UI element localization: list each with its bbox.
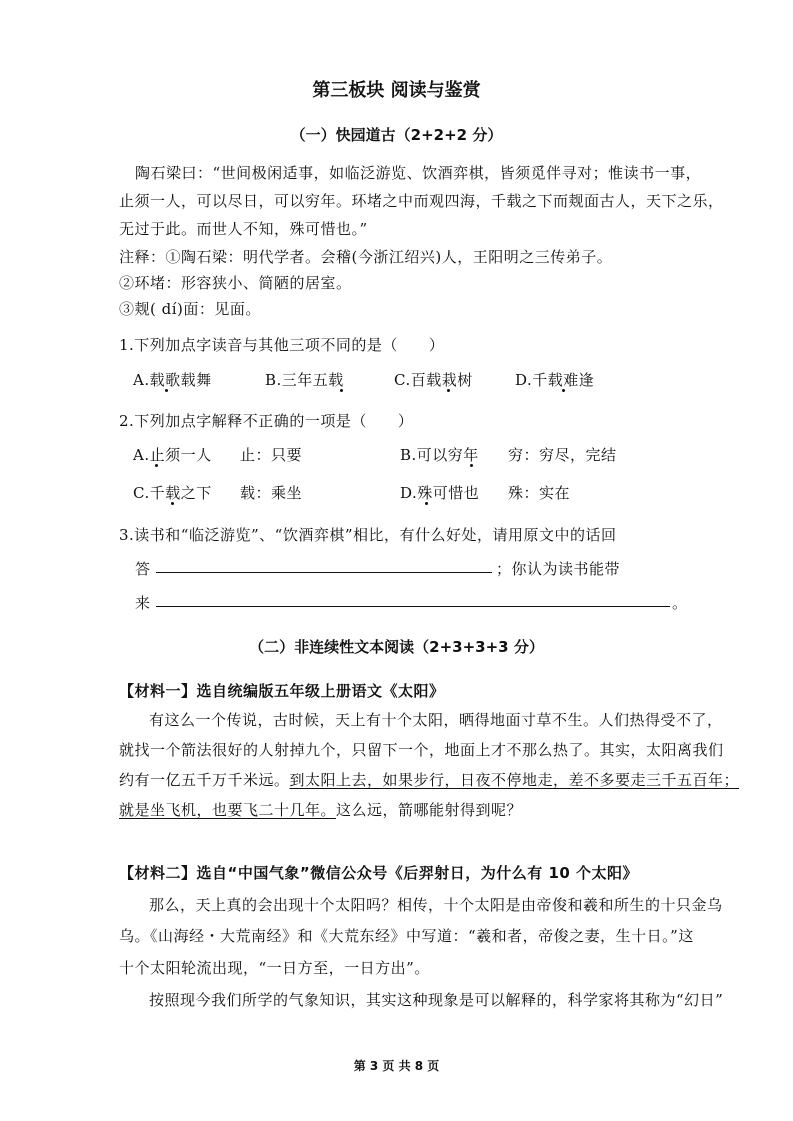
emphasis-dot (562, 389, 565, 392)
page-footer: 第 3 页 共 8 页 (353, 1059, 440, 1073)
q1-option-b: B.三年五载 (265, 371, 344, 389)
material2-title: 【材料二】选自“中国气象”微信公众号《后羿射日，为什么有 10 个太阳》 (119, 864, 639, 882)
note-1: 注释：①陶石梁：明代学者。会稽(今浙江绍兴)人，王阳明之三传弟子。 (119, 248, 613, 266)
q3-line2-prefix: 来 (135, 594, 151, 612)
material2-line-3: 十个太阳轮流出现，“一日方至，一日方出”。 (119, 959, 430, 977)
q3-answer-prefix: 答 (135, 560, 151, 578)
q2-option-d: D.殊可惜也 (400, 484, 480, 502)
emphasis-dot (171, 502, 174, 505)
q1-stem: 1.下列加点字读音与其他三项不同的是（ ） (119, 336, 445, 354)
material1-line-3 (119, 769, 739, 790)
q3-stem: 3.读书和“临泛游览”、“饮酒弈棋”相比，有什么好处，请用原文中的话回 (119, 526, 617, 544)
q2-option-b: B.可以穷年 (400, 446, 479, 464)
material1-title: 【材料一】选自统编版五年级上册语文《太阳》 (119, 682, 445, 700)
passage-line-1: 陶石梁曰：“世间极闲适事，如临泛游览、饮酒弈棋，皆须觅伴寻对；惟读书一事， (135, 164, 702, 182)
q2-option-d-explanation: 殊：实在 (508, 484, 571, 502)
material1-line-4 (119, 799, 522, 820)
q2-option-a-explanation: 止：只要 (240, 446, 303, 464)
part1-heading: （一）快园道古（2+2+2 分） (290, 126, 503, 144)
emphasis-dot (425, 502, 428, 505)
material1-line-3a: 约有一亿五千万千米远。 (119, 771, 290, 789)
emphasis-dot (340, 389, 343, 392)
material1-underlined-4a: 就是坐飞机，也要飞二十几年。 (119, 801, 337, 819)
section-title: 第三板块 阅读与鉴赏 (312, 80, 481, 101)
emphasis-dot (155, 464, 158, 467)
note-2: ②环堵：形容狭小、简陋的居室。 (119, 274, 352, 292)
material1-line-2: 就找一个箭法很好的人射掉九个，只留下一个，地面上才不那么热了。其实，太阳离我们 (119, 741, 724, 759)
q2-stem: 2.下列加点字解释不正确的一项是（ ） (119, 412, 414, 430)
q1-option-a: A.载歌载舞 (133, 371, 212, 389)
q2-option-a: A.止须一人 (133, 446, 212, 464)
material1-line-4b: 这么远，箭哪能射得到呢？ (336, 801, 523, 819)
q1-option-d: D.千载难逢 (515, 371, 595, 389)
q2-option-c-explanation: 载：乘坐 (240, 484, 303, 502)
emphasis-dot (470, 464, 473, 467)
q3-answer-blank-1[interactable] (156, 572, 492, 573)
emphasis-dot (165, 389, 168, 392)
material2-line-1: 那么，天上真的会出现十个太阳吗？相传，十个太阳是由帝俊和羲和所生的十只金乌 (149, 896, 723, 914)
q2-option-c: C.千载之下 (133, 484, 212, 502)
emphasis-dot (447, 389, 450, 392)
material2-line-4: 按照现今我们所学的气象知识，其实这种现象是可以解释的，科学家将其称为“幻日” (149, 991, 724, 1009)
material1-line-1: 有这么一个传说，古时候，天上有十个太阳，晒得地面寸草不生。人们热得受不了， (149, 711, 723, 729)
q2-option-b-explanation: 穷：穷尽，完结 (508, 446, 617, 464)
part2-heading: （二）非连续性文本阅读（2+3+3+3 分） (249, 638, 544, 656)
material1-underlined-3b: 到太阳上去，如果步行，日夜不停地走，差不多要走三千五百年； (289, 771, 740, 789)
material2-line-2: 乌。《山海经・大荒南经》和《大荒东经》中写道：“羲和者，帝俊之妻，生十日。”这 (119, 927, 694, 945)
note-3: ③觌( dí)面：见面。 (119, 300, 261, 318)
passage-line-2: 止须一人，可以尽日，可以穷年。环堵之中而观四海，千载之下而觌面古人，天下之乐， (119, 192, 724, 210)
q3-answer-blank-2[interactable] (156, 606, 670, 607)
q3-line2-end: 。 (672, 594, 688, 612)
q3-answer-mid: ；你认为读书能带 (496, 560, 621, 578)
q1-option-c: C.百载栽树 (394, 371, 473, 389)
passage-line-3: 无过于此。而世人不知，殊可惜也。” (119, 220, 368, 238)
